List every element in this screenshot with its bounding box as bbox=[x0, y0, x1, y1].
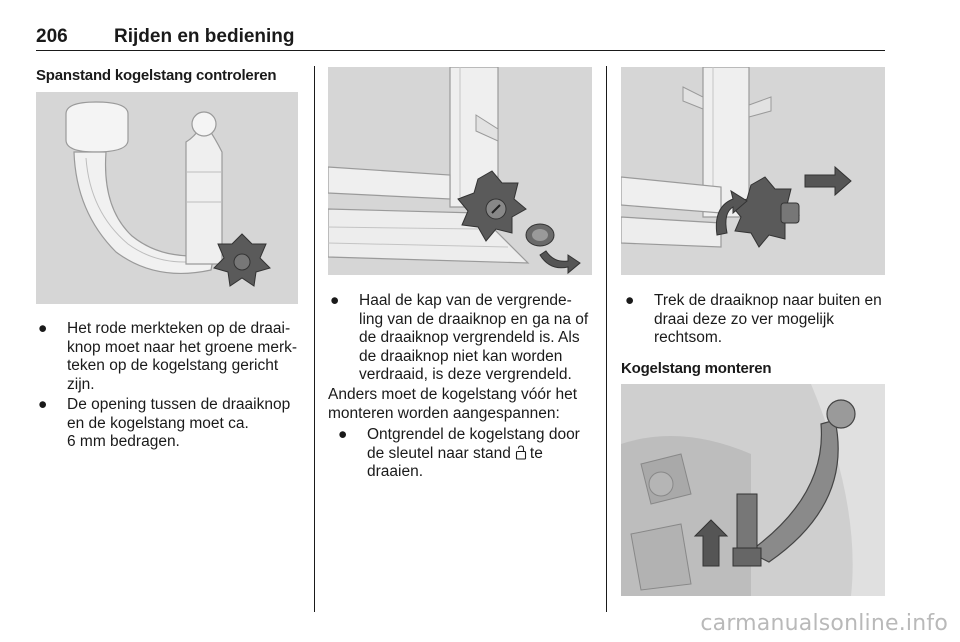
sub-bullet-line-2b: te bbox=[529, 444, 543, 462]
page-header bbox=[36, 24, 885, 51]
list-item bbox=[330, 292, 600, 386]
unlock-icon bbox=[515, 445, 527, 460]
bullet-symbol: ● bbox=[330, 292, 340, 309]
column-divider-1 bbox=[314, 66, 315, 612]
figure-towbar-tension-mark bbox=[36, 92, 298, 304]
bullet-text: Het rode merkteken op de draai- knop moet naar het groene merk- teken op de kogelstang gericht zijn. bbox=[67, 320, 298, 393]
figure-knob-pull-rotate bbox=[621, 67, 885, 275]
sub-bullet-line-3: draaien. bbox=[367, 463, 424, 480]
bullet-symbol: ● bbox=[338, 426, 348, 443]
list-item bbox=[625, 292, 887, 349]
bullet-text: Trek de draaiknop naar buiten en draai deze zo ver mogelijk rechtsom. bbox=[654, 292, 882, 346]
page-title: Rijden en bediening bbox=[114, 26, 295, 47]
bullet-text bbox=[367, 426, 580, 482]
bullet-text: Haal de kap van de vergrende- ling van de draaiknop en ga na of de draaiknop vergrendeld is. Als de draaiknop niet kan worden verdraaid, is deze vergrendeld. bbox=[359, 292, 589, 383]
bullet-symbol: ● bbox=[625, 292, 635, 309]
list-item bbox=[338, 426, 600, 483]
list-item bbox=[38, 396, 308, 453]
list-item bbox=[38, 320, 308, 395]
sub-bullet-line-1: Ontgrendel de kogelstang door bbox=[367, 426, 580, 443]
column-divider-2 bbox=[606, 66, 607, 612]
body-paragraph: Anders moet de kogelstang vóór het monteren worden aangespannen: bbox=[328, 386, 578, 422]
bullet-symbol: ● bbox=[38, 320, 48, 337]
bullet-symbol: ● bbox=[38, 396, 48, 413]
watermark-text: carmanualsonline.info bbox=[700, 611, 948, 636]
section-heading-tension-check: Spanstand kogelstang controleren bbox=[36, 67, 277, 84]
section-heading-mount-towbar: Kogelstang monteren bbox=[621, 360, 772, 377]
figure-towbar-mounting bbox=[621, 384, 885, 596]
sub-bullet-line-2a: de sleutel naar stand bbox=[367, 444, 511, 462]
page-number: 206 bbox=[36, 26, 68, 47]
figure-knob-cap-removal bbox=[328, 67, 592, 275]
bullet-text: De opening tussen de draaiknop en de kogelstang moet ca. 6 mm bedragen. bbox=[67, 396, 291, 450]
